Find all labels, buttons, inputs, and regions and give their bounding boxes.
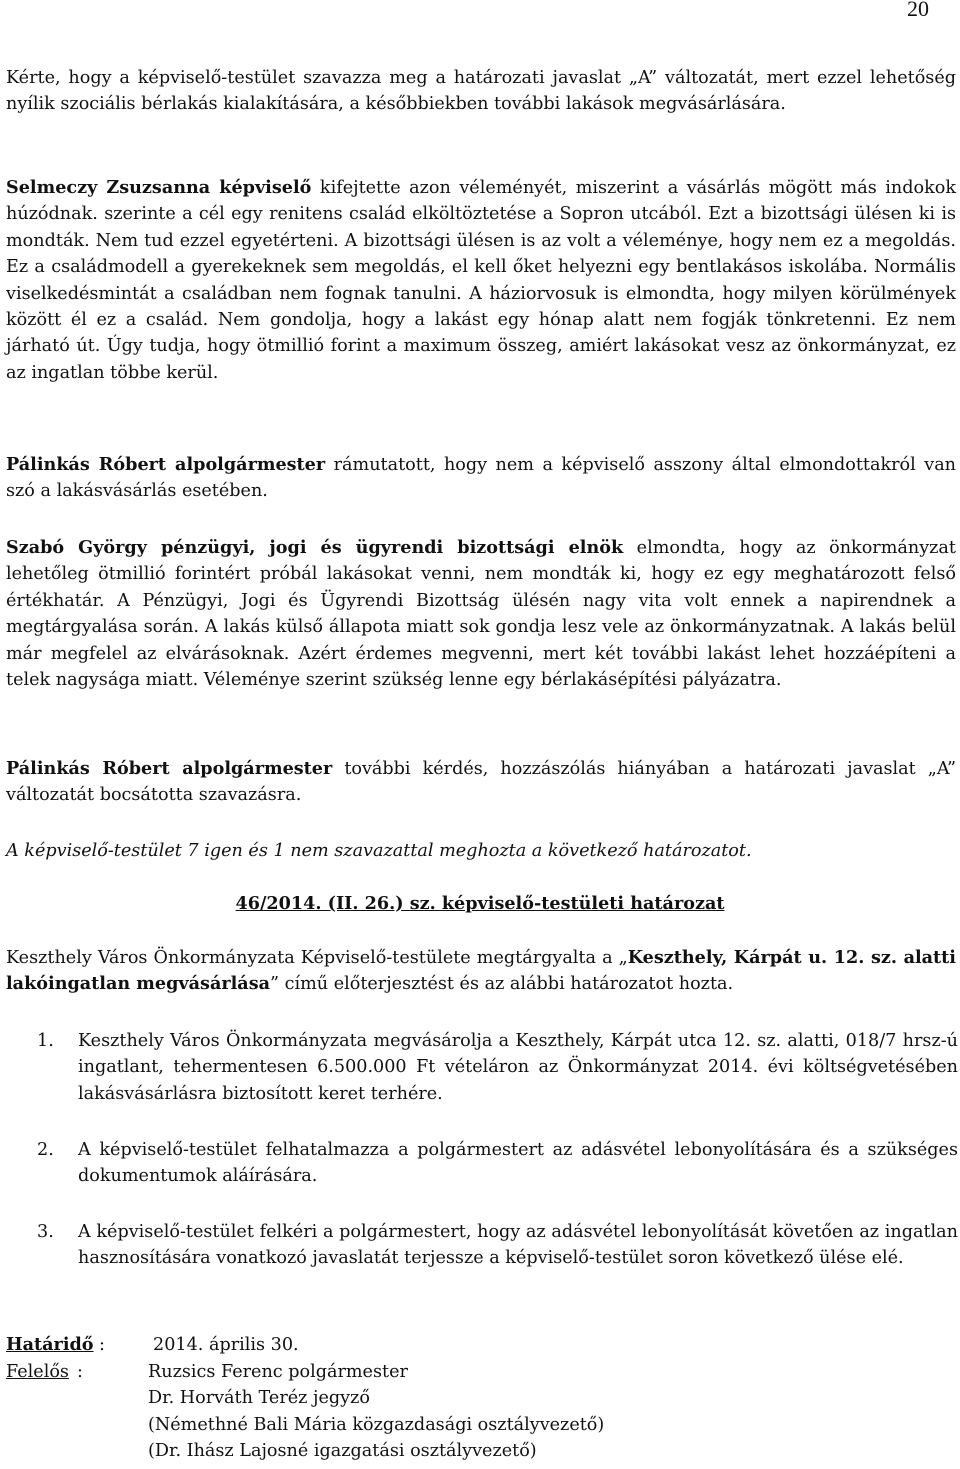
speaker-name: Pálinkás Róbert alpolgármester [6, 758, 333, 779]
responsible-colon: : [77, 1362, 83, 1382]
paragraph-text: rámutatott, hogy nem a képviselő asszony által elmondottakról van szó a lakásvásárlás esetében. [6, 455, 957, 502]
resolution-intro [6, 945, 956, 998]
paragraph-szabo [6, 535, 956, 693]
deadline-value: 2014. április 30. [153, 1335, 299, 1355]
intro-text-end: ” című előterjesztést és az alábbi határozatot hozta. [270, 974, 734, 995]
paragraph-palinkas-1 [6, 452, 956, 505]
paragraph-selmeczy [6, 175, 956, 386]
speaker-name: Pálinkás Róbert alpolgármester [6, 454, 326, 475]
paragraph-text: elmondta, hogy az önkormányzat lehetőleg ötmillió forintért próbál lakásokat venni, nem mondták ki, hogy ez egy meghatározott felső értékhatár. A Pénzügyi, Jogi és Ügyrendi Bizottság ülésén nagy vita volt ennek a napirendnek a megtárgyalása során. A lakás külső állapota miatt sok gondja lesz vele az önkormányzatnak. A lakás belül már megfelel az elvárásoknak. Azért érdemes megvenni, mert két további lakást lehet hozzáépíteni a telek nagysága miatt. Véleménye szerint szükség lenne egy bérlakásépítési pályázatra. [6, 538, 956, 691]
paragraph-palinkas-2 [6, 756, 956, 809]
resolution-item [37, 1137, 958, 1190]
vote-result: A képviselő-testület 7 igen és 1 nem szavazattal meghozta a következő határozatot. [6, 841, 752, 861]
paragraph-text: további kérdés, hozzászólás hiányában a határozati javaslat „A” változatát bocsátotta szavazásra. [6, 759, 957, 806]
item-number: 2. [37, 1140, 54, 1160]
responsible-label: Felelős [6, 1362, 69, 1382]
paragraph-request: Kérte, hogy a képviselő-testület szavazza meg a határozati javaslat „A” változatát, mert ezzel lehetőség nyílik szociális bérlakás kialakítására, a későbbiekben további lakások megvásárlására. [6, 68, 956, 115]
resolution-item [37, 1219, 958, 1272]
deadline-colon: : [99, 1335, 105, 1355]
responsible-person: (Némethné Bali Mária közgazdasági osztályvezető) [148, 1414, 605, 1435]
item-text: A képviselő-testület felkéri a polgármestert, hogy az adásvétel lebonyolítását követően az ingatlan hasznosítására vonatkozó javaslatát terjessze a képviselő-testület soron következő ülése elé. [78, 1222, 958, 1269]
deadline-label [6, 1332, 94, 1358]
item-text: Keszthely Város Önkormányzata megvásárolja a Keszthely, Kárpát utca 12. sz. alatti, 018/7 hrsz-ú ingatlant, tehermentesen 6.500.000 Ft vételáron az Önkormányzat 2014. évi költségvetésében lakásvásárlásra biztosított keret terhére. [78, 1031, 958, 1104]
deadline-label-text: Határidő [6, 1334, 94, 1355]
paragraph-text: kifejtette azon véleményét, miszerint a vásárlás mögött más indokok húzódnak. szerinte a cél egy renitens család elköltöztetése a Sopron utcából. Ezt a bizottsági ülésen ki is mondták. Nem tud ezzel egyetérteni. A bizottsági ülésen is az volt a véleménye, hogy nem ez a megoldás. Ez a családmodell a gyerekeknek sem megoldás, el kell őket helyezni egy bentlakásos iskolába. Normális viselkedésmintát a családban nem fognak tanulni. A háziorvosuk is elmondta, hogy milyen körülmények között él ez a család. Nem gondolja, hogy a lakást egy hónap alatt nem fogják tönkretenni. Ez nem járható út. Úgy tudja, hogy ötmillió forint a maximum összeg, amiért lakásokat vesz az önkormányzat, ez az ingatlan többe kerül. [6, 178, 956, 383]
item-text: A képviselő-testület felhatalmazza a polgármestert az adásvétel lebonyolítására és a szükséges dokumentumok aláírására. [78, 1140, 958, 1187]
speaker-name: Selmeczy Zsuzsanna képviselő [6, 177, 312, 198]
page-number: 20 [907, 0, 929, 21]
item-number: 3. [37, 1222, 54, 1242]
resolution-title: 46/2014. (II. 26.) sz. képviselő-testületi határozat [235, 893, 725, 914]
responsible-person: Dr. Horváth Teréz jegyző [148, 1388, 370, 1409]
responsible-person: (Dr. Ihász Lajosné igazgatási osztályvezető) [148, 1441, 537, 1462]
speaker-name: Szabó György pénzügyi, jogi és ügyrendi bizottsági elnök [6, 537, 624, 558]
responsible-person: Ruzsics Ferenc polgármester [148, 1362, 408, 1382]
intro-subject: Keszthely, Kárpát u. 12. sz. alatti lakóingatlan megvásárlása [6, 947, 956, 995]
item-number: 1. [37, 1031, 54, 1051]
resolution-item [37, 1028, 958, 1107]
intro-text: Keszthely Város Önkormányzata Képviselő-testülete megtárgyalta a „ [6, 948, 628, 968]
